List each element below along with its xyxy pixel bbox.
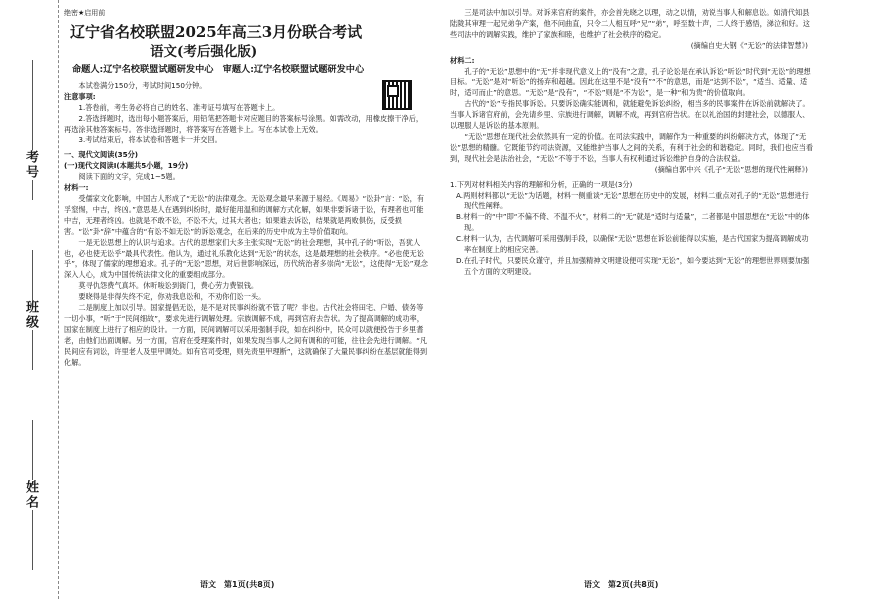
note-item: 2.答选择题时，选出每小题答案后，用铅笔把答题卡对应题目的答案标号涂黑。如需改动，用橡皮擦干净后，再选涂其他答案标号。答非选择题时，将答案写在答题卡上。写在本试卷上无效。 (64, 113, 424, 134)
page-left (64, 8, 428, 368)
page-footer-left: 语文 第1页(共8页) (200, 580, 275, 589)
question-option: D.在孔子时代，只要民众谨守，并且加强精神文明建设便可实现“无讼”，如今要达到“无讼”的理想世界则要加强五个方面的文明建设。 (456, 255, 810, 276)
score-note: 本试卷满分150分，考试时间150分钟。 (78, 80, 207, 90)
verse: 莫寻仇怨费气真坏。休听唆讼到衙门，费心劳力费银钱。 (78, 281, 259, 291)
binding-margin (0, 0, 59, 599)
section-sub: (一)现代文阅读Ⅰ(本题共5小题，19分) (64, 161, 189, 171)
question-option: B.材料一的“中”即“不偏不倚、不温不火”，材料二的“无”就是“适时与适量”，二者都是中国思想在“无讼”中的体现。 (456, 212, 810, 233)
note-item: 3.考试结束后，将本试卷和答题卡一并交回。 (78, 135, 222, 145)
section-instr: 阅读下面的文字，完成1~5题。 (78, 172, 180, 182)
exam-subtitle: 语文(考后强化版) (150, 43, 258, 60)
question-option: C.材料一认为，古代调解可采用强制手段，以确保“无讼”思想在诉讼前能得以实施，是古代国家为提高调解成功率在制度上的相应完善。 (456, 234, 809, 255)
paragraph: “无讼”思想在现代社会依然具有一定的价值。在司法实践中，调解作为一种重要的纠纷解决方式，体现了“无讼”思想的精髓。它既能节约司法资源，又能维护当事人之间的关系，有利于社会的和谐稳定。同时，我们也应当看到，现代社会是法治社会，“无讼”不等于不讼，当事人有权利通过诉讼维护自身的合法权益。 (450, 131, 814, 163)
source-citation: (摘编自郭中兴《孔子“无讼”思想的现代性阐释》) (654, 164, 808, 174)
page-footer-right: 语文 第2页(共8页) (584, 580, 659, 589)
paragraph: 受儒家文化影响，中国古人形成了“无讼”的法律观念。无讼观念最早来源于易经。《周易》“讼卦”言：“讼，有孚窒惕，中吉，终凶。”意思是人在遇到纠纷时，最好能用温和的调解方式化解，如果非要诉诸于讼，有理者也可能中吉，无理者终凶。也就是不敢不讼，不讼不大，过其大者也；如果谁去诉讼，结果就是两败俱伤，反受损害。“讼”卦“辞”中蕴含的“有讼不如无讼”的诉讼观念，在后来的历史中成为主导价值取向。 (64, 193, 425, 236)
exam-title: 辽宁省名校联盟2025年高三3月份联合考试 (70, 22, 363, 41)
section-part: 一、现代文阅读(35分) (64, 150, 139, 160)
material-1-label: 材料一: (64, 183, 89, 193)
paragraph: 一是无讼思想上的认识与追求。古代的思想家们大多主张实现“无讼”的社会理想，其中孔子的“听讼，吾犹人也，必也使无讼乎”最具代表性。他认为，通过礼乐教化达到“无讼”的状态，这是最理想的社会秩序。“必也使无讼乎”，体现了儒家的理想追求。孔子的“无讼”思想，对后世影响深远，历代统治者多崇尚“无讼”，这使得“无讼”观念深入人心，成为中国传统法律文化的重要组成部分。 (64, 237, 428, 280)
question-stem: 1.下列对材料相关内容的理解和分析，正确的一项是(3分) (450, 179, 633, 189)
paragraph: 孔子的“无讼”思想中的“无”并非现代意义上的“没有”之意，孔子论讼是在承认诉讼“听讼”时代到“无讼”的理想目标。“无讼”是对“听讼”的扬弃和超越。因此在这里不是“没有”“不”的意思，而是“达到不讼”，“适当、适量、适时，适可而止”的意思。“无讼”是“没有”，“不讼”则是“不为讼”，是一种“和为贵”的价值取向。 (450, 66, 811, 98)
qr-code-icon (382, 80, 412, 110)
paragraph: 二是制度上加以引导。国家提倡无讼，是不是对民事纠纷就不管了呢？非也。古代社会将田宅、户婚、债务等一切小事，“听”于“民间细故”，要求先进行调解处理。宗族调解不成，再到官府去告状。为了提高调解的成功率，国家在制度上进行了相应的设计。一方面，民间调解可以采用强制手段，如在纠纷中，民众可以就便投告于乡里耆老，由他们出面调解。另一方面，官府在受理案件时，如果发现当事人之间有调和的可能，往往会先进行调解。“凡民间应有词讼，许里老人及里甲调处。如有官司受理，则先责里甲理断”，这就确保了大量民事纠纷在基层就能得到化解。 (64, 303, 428, 367)
exam-authors: 命题人:辽宁名校联盟试题研发中心 审题人:辽宁名校联盟试题研发中心 (72, 63, 365, 75)
paragraph: 三是司法中加以引导。对诉来官府的案件，亦会首先晓之以理，动之以情，劝说当事人和解息讼。如清代知县陆陇其审理一起兄弟争产案，他不问曲直，只令二人相互呼“兄”“弟”，呼至数十声，二人终于感悟，涕泣和好。这些司法中的调解实践，维护了家族和睦，也维护了社会秩序的稳定。 (450, 8, 810, 39)
verse: 要晓得是非得失终不定，你劝我息讼和，不劝你们讼一头。 (78, 292, 266, 302)
page-right (450, 8, 814, 278)
label-xingming: 姓名 (23, 480, 38, 510)
material-2-label: 材料二: (450, 55, 475, 65)
label-banji: 班级 (23, 300, 38, 330)
notes-heading: 注意事项: (64, 91, 96, 101)
secret-mark: 绝密★启用前 (64, 9, 106, 17)
note-item: 1.答卷前，考生务必将自己的姓名、准考证号填写在答题卡上。 (78, 102, 280, 112)
paragraph: 古代的“讼”专指民事诉讼。只要诉讼确实能调和，就能避免诉讼纠纷，相当多的民事案件在诉讼前就解决了。当事人诉诸官府前，会先请乡里、宗族进行调解，调解不成，再到官府告状。在以礼治国的封建社会，以德服人、以理服人是诉讼的基本原则。 (450, 99, 810, 131)
question-option: A.两则材料都以“无讼”为话题，材料一侧重谈“无讼”思想在历史中的发展，材料二重点对孔子的“无讼”思想进行现代性阐释。 (456, 190, 809, 211)
label-kaohao: 考号 (23, 150, 38, 180)
source-citation: (摘编自史大钢《“无讼”的法律智慧》) (690, 40, 808, 50)
